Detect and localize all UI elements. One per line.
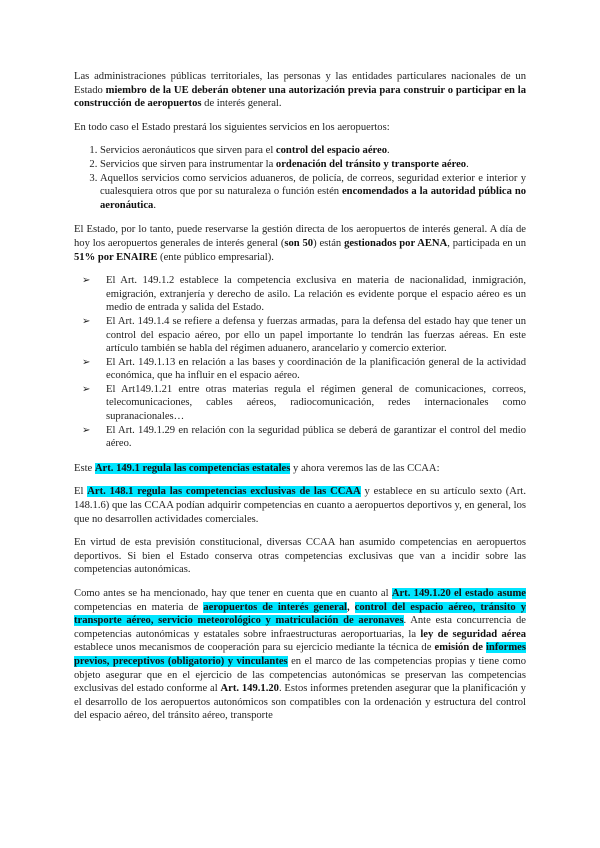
text: . — [387, 145, 390, 157]
text: Este — [74, 462, 95, 474]
highlighted-text: Art. 149.1.20 el estado asume — [391, 588, 526, 599]
text: Servicios aeronáuticos que sirven para el — [100, 145, 276, 157]
text: establece unos mecanismos de cooperación para su ejercicio mediante la técnica de — [74, 642, 435, 654]
text: ) están — [313, 237, 345, 249]
paragraph-art-149 — [74, 462, 526, 476]
text: , participada en un — [447, 237, 527, 249]
highlighted-text: control del espacio aéreo, tránsito y transporte aéreo, servicio meteorológico y matriculación de aeronaves — [74, 601, 526, 627]
paragraph-ccaa-competences: En virtud de esta previsión constitucional, diversas CCAA han asumido competencias en aeropuertos deportivos. Si bien el Estado conserva otras competencias exclusivas que van a incidir sobre las competencias autonómicas. — [74, 537, 526, 576]
text: El Art. 149.1.29 en relación con la seguridad pública se deberá de garantizar el control del medio aéreo. — [106, 424, 526, 450]
text: Aquellos servicios como servicios aduaneros, de policía, de correos, seguridad exterior e interior y cualesquiera otros que por su naturaleza o función estén — [100, 172, 526, 198]
text: El Art149.1.21 entre otras materias regula el régimen general de comunicaciones, correos, telecomunicaciones, cables aéreos, radiocomunicación, redes internacionales como supranacionales… — [106, 383, 526, 423]
text: El — [74, 486, 88, 498]
bold-text: miembro de la UE deberán obtener una autorización previa para construir o participar en la construcción de aeropuertos — [74, 84, 526, 110]
bold-text: 51% por ENAIRE — [74, 251, 158, 263]
bold-text: encomendados a la autoridad pública no aeronáutica — [100, 186, 527, 211]
text: El Estado, por lo tanto, puede reservarse la gestión directa de los aeropuertos de interés general. A día de hoy los aeropuertos generales de interés general ( — [74, 224, 526, 249]
arrow-bullet-icon: ➢ — [82, 315, 91, 327]
document-page — [74, 70, 526, 733]
list-item — [100, 144, 526, 158]
arrow-bullet-icon: ➢ — [82, 424, 91, 436]
list-item — [74, 315, 526, 356]
arrow-bullet-icon: ➢ — [82, 356, 91, 368]
articles-list — [74, 274, 526, 451]
text: El Art. 149.1.13 en relación a las bases y coordinación de la planificación general de la actividad económica, que ha influir en el espacio aéreo. — [106, 356, 526, 382]
text: competencias en materia de — [74, 601, 204, 613]
bold-text: Art. 149.1.20 — [220, 683, 279, 695]
arrow-bullet-icon: ➢ — [82, 383, 91, 395]
paragraph-art-148 — [74, 485, 526, 526]
text: . Estos informes pretenden asegurar que la planificación y el desarrollo de los aeropuertos autonómicos son compatibles con la ordenación y estructura del control del espacio aéreo, del tránsito aéreo, transporte — [74, 683, 526, 722]
text: Servicios que sirven para instrumentar la — [100, 158, 276, 170]
paragraph-cooperation — [74, 587, 526, 723]
list-item — [74, 274, 526, 315]
bold-text: control del espacio aéreo — [275, 145, 388, 157]
bold-text: , — [346, 601, 355, 613]
paragraph-services-intro: En todo caso el Estado prestará los siguientes servicios en los aeropuertos: — [74, 121, 390, 133]
highlighted-text: Art. 149.1 regula las competencias estatales — [94, 462, 291, 474]
text: . Ante esta concurrencia de competencias autonómicas y estatales sobre infraestructuras aeroportuarias, la — [74, 615, 526, 640]
text: de interés general. — [201, 98, 282, 110]
highlighted-text: informes previos, preceptivos (obligatorio) y vinculantes — [74, 642, 526, 667]
text: . — [153, 199, 157, 211]
bold-text: son 50 — [284, 237, 314, 249]
bold-text: ordenación del tránsito y transporte aéreo — [275, 158, 467, 170]
bold-text: emisión de — [434, 642, 486, 654]
list-item — [74, 424, 526, 451]
paragraph-aena — [74, 223, 526, 264]
bold-text: gestionados por AENA — [344, 237, 448, 249]
text: en el marco de las competencias propias y tiene como objeto asegurar que en el ejercicio de las competencias autonómicas se preservan las competencias exclusivas del estado conforme al — [74, 655, 527, 695]
text: El Art. 149.1.2 establece la competencia exclusiva en materia de nacionalidad, inmigración, emigración, extranjería y derecho de asilo. La relación es evidente porque el espacio aéreo es un medio de entrada y salida del Estado. — [106, 275, 526, 314]
bold-text: ley de seguridad aérea — [420, 628, 526, 640]
highlighted-text: aeropuertos de interés general — [203, 601, 347, 613]
text: y ahora veremos las de las CCAA: — [290, 462, 440, 474]
text: El Art. 149.1.4 se refiere a defensa y fuerzas armadas, para la defensa del estado hay que tener un control del espacio aéreo, por ello un papel importante lo tendrán las fuerzas aéreas. En este artículo también se habla del régimen aduanero, arancelario y comercio exterior. — [106, 315, 526, 355]
text: (ente público empresarial). — [157, 251, 274, 263]
highlighted-text: Art. 148.1 regula las competencias exclusivas de las CCAA — [87, 486, 361, 498]
arrow-bullet-icon: ➢ — [82, 275, 91, 287]
paragraph-authorization — [74, 70, 526, 111]
list-item — [100, 172, 526, 213]
text: y establece en su artículo sexto (Art. 148.1.6) que las CCAA podían adquirir competencias en cuanto a aeropuertos deportivos y, en general, los que no desarrollen actividades comerciales. — [74, 486, 526, 525]
services-list — [74, 144, 526, 212]
list-item — [74, 383, 526, 424]
text: Como antes se ha mencionado, hay que tener en cuenta que en cuanto al — [74, 588, 392, 599]
text: Las administraciones públicas territoriales, las personas y las entidades particulares nacionales de un Estado — [74, 71, 526, 96]
list-item — [74, 356, 526, 383]
text: . — [466, 158, 469, 170]
list-item — [100, 158, 526, 172]
